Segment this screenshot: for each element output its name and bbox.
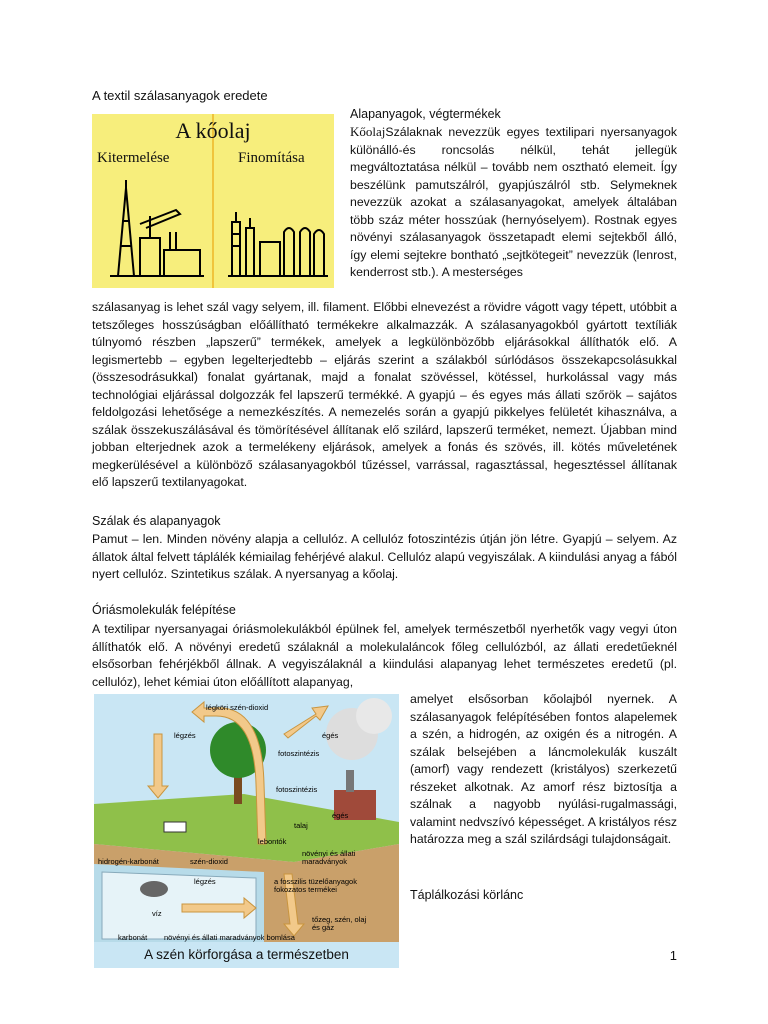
section1-right-text: Szálaknak nevezzük egyes textilipari nyersanyagok különálló-és roncsolás nélkül, tehát jellegük megváltoztatása nélkül – tovább nem osztható elemeit. Így beszélünk pamutszálról, gyapjúszálról stb. Selymeknek nevezzük azokat a szálasanyagokat, amelyek általában több száz méter hosszúak (hernyóselyem). Rostnak egyes növényi szálasanyagok összetapadt elemi sejtekből álló, így elemi sejtekre bontható „sejtkötegeit” nevezzük (lenrost, kenderrost stb.). A mesterséges: [350, 125, 677, 279]
refining-label: Finomítása: [238, 150, 305, 166]
label-bicarbonate: hidrogén-karbonát: [98, 857, 159, 866]
label-fossil-fuels: a fosszilis tüzelőanyagok fokozatos termékei: [274, 877, 357, 894]
label-burning-2: égés: [332, 811, 349, 820]
label-decomposers: lebontók: [258, 837, 287, 846]
section-heading-fibers: Szálak és alapanyagok: [92, 514, 221, 528]
section3-full-paragraph: A textilipar nyersanyagai óriásmolekulákból épülnek fel, amelyek természetből nyerhetők vagy vegyi úton állíthatók elő. A növényi eredetű szálaknál a molekulaláncok főleg cellulózból, az állati eredetűeknél elsősorban fehérjékből állnak. A vegyiszálaknál a kiindulási alapanyag lehet természetes eredetű (pl. cellulóz), lehet kémiai úton előállított alapanyag,: [92, 622, 677, 689]
carbon-cycle-caption: A szén körforgása a természetben: [94, 942, 399, 968]
food-chain-heading: Táplálkozási körlánc: [410, 888, 524, 902]
label-co2-water: szén-dioxid: [190, 857, 228, 866]
label-remains: növényi és állati maradványok: [302, 849, 356, 866]
carbon-cycle-illustration: [94, 694, 399, 944]
label-decay: növényi és állati maradványok bomlása: [164, 933, 295, 942]
section3-right-paragraph: amelyet elsősorban kőolajból nyernek. A szálasanyagok felépítésében fontos alapelemek a szén, a hidrogén, az oxigén és a nitrogén. A szálak belsejében a láncmolekulák kuszált (amorf) vagy rendezett (kristályos) szerkezetű részeket alkotnak. Az amorf rész biztosítja a szálnak a nagyobb nyúlási-rugalmassági, valamint nedvszívó képességet. A kristályos rész határozza meg a szál szilárdsági tulajdonságait.: [410, 692, 677, 846]
oil-drilling-icon: [100, 176, 210, 284]
label-water: víz: [152, 909, 162, 918]
oil-figure-title: A kőolaj: [175, 118, 251, 143]
section1-full-paragraph: szálasanyag is lehet szál vagy selyem, ill. filament. Előbbi elnevezést a rövidre vágott vagy tépett, utóbbit a tetszőleges hosszúságban előállítható termékekre alkalmazzák. A szálasanyagokból gyártott textíliák túlnyomó részben „lapszerű” termékek, amelyek a legkülönbözőbb eljárásokkal állíthatók elő. A legismertebb – egyben legelterjedtebb – eljárás szerint a szálakból súrlódásos összekapcsolásukkal (összesodrásukkal) fonalat gyártanak, majd a fonalat szövéssel, kötéssel, hurkolással vagy más technológiai eljárással dolgozzák fel lapszerű termékké. A gyapjú – és egyes más állati szőrök – sajátos feldolgozási lehetősége a nemezkészítés. A nemezelés során a gyapjú pikkelyes felületét kihasználva, a szálak összekuszálásával és tömörítésével állítanak elő szilárd, lapszerű terméket, nemezt. Újabban mind jobban elterjednek azok a termelékeny eljárások, amelyek a fonás és szövés, ill. kötés műveletének megkerülésével a különböző szálasanyagokból tűzéssel, varrással, ragasztással, hegesztéssel állítanak elő lapszerű textilanyagokat.: [92, 300, 677, 489]
label-peat-coal: tőzeg, szén, olaj és gáz: [312, 915, 367, 932]
refinery-icon: [226, 184, 330, 284]
label-respiration: légzés: [174, 731, 196, 740]
label-photosynthesis: fotoszintézis: [278, 749, 320, 758]
extraction-label: Kitermelése: [97, 150, 170, 166]
label-respiration-2: légzés: [194, 877, 216, 886]
section-heading-raw-materials: Alapanyagok, végtermékek: [350, 107, 501, 121]
label-carbonate: karbonát: [118, 933, 148, 942]
section1-right-paragraph: [350, 123, 677, 282]
oil-figure: [92, 114, 334, 288]
carbon-cycle-figure: [94, 694, 399, 968]
label-atmospheric-co2: légköri szén-dioxid: [206, 703, 269, 712]
label-photosynthesis-2: fotoszintézis: [276, 785, 318, 794]
page-number: 1: [669, 948, 677, 963]
section-heading-macromolecules: Óriásmolekulák felépítése: [92, 603, 236, 617]
label-burning: égés: [322, 731, 339, 740]
section2-paragraph: Pamut – len. Minden növény alapja a cellulóz. A cellulóz fotoszintézis útján jön létre. Gyapjú – selyem. Az állatok által felvett táplálék kémiailag fehérjévé alakul. Cellulóz alapú vegyiszálak. A kiindulási anyag a fából nyert cellulóz. Szintetikus szálak. A nyersanyag a kőolaj.: [92, 532, 677, 581]
page-title: A textil szálasanyagok eredete: [92, 88, 268, 103]
label-soil: talaj: [294, 821, 308, 830]
inline-oil-word: Kőolaj: [350, 124, 386, 139]
